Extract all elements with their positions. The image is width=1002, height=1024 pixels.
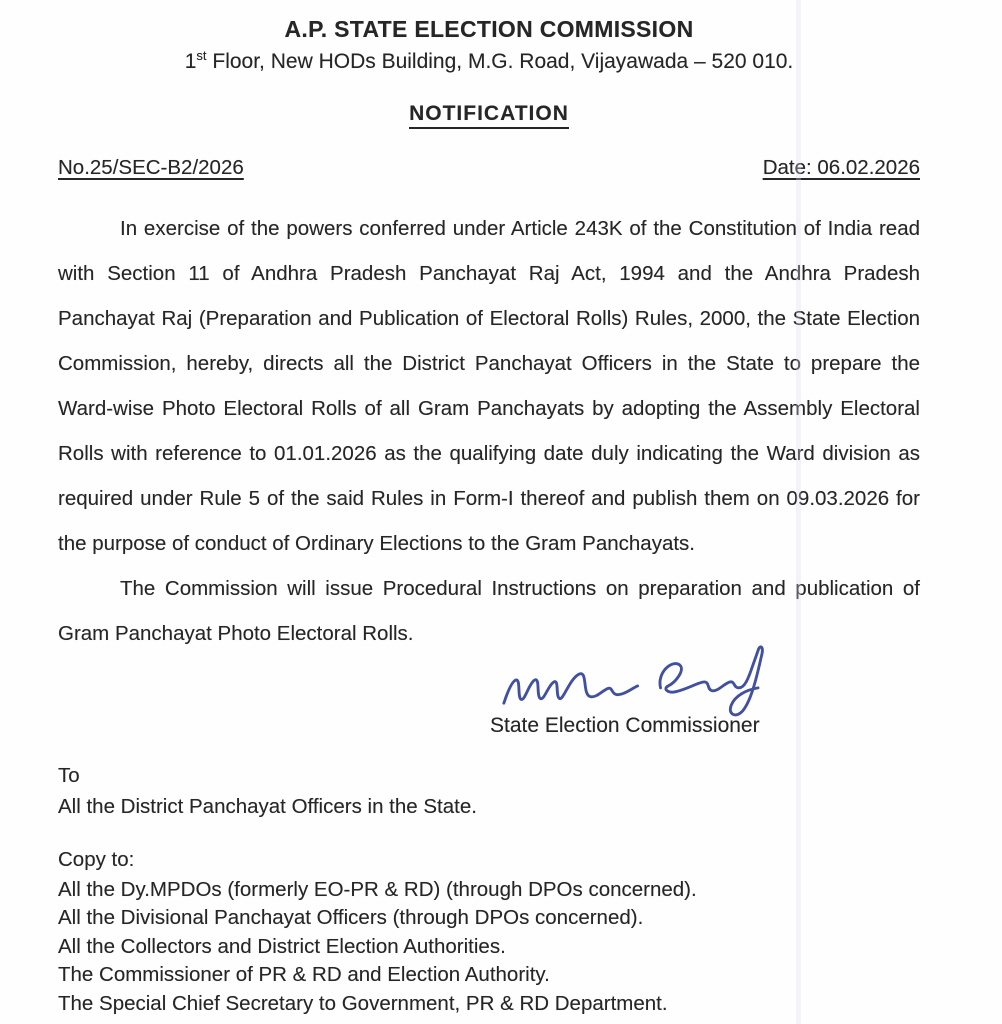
copy-to-item: All the Dy.MPDOs (formerly EO-PR & RD) (through DPOs concerned). [58, 877, 697, 901]
document-title: NOTIFICATION [409, 102, 569, 129]
address-ordinal-suffix: st [196, 48, 207, 63]
signature-stroke-2 [660, 647, 762, 715]
document-date: Date: 06.02.2026 [762, 156, 920, 179]
body-paragraph-1: In exercise of the powers conferred under Article 243K of the Constitution of India read with Section 11 of Andhra Pradesh Panchayat Raj Act, 1994 and the Andhra Pradesh Panchayat Raj (Preparation and Publication of Electoral Rolls) Rules, 2000, the State Election Commission, hereby, directs all the District Panchayat Officers in the State to prepare the Ward-wise Photo Electoral Rolls of all Gram Panchayats by adopting the Assembly Electoral Rolls with reference to 01.01.2026 as the qualifying date duly indicating the Ward division as required under Rule 5 of the said Rules in Form-I thereof and publish them on 09.03.2026 for the purpose of conduct of Ordinary Elections to the Gram Panchayats. [58, 217, 920, 555]
copy-to-item: All the Collectors and District Election Authorities. [58, 934, 506, 958]
to-addressee: All the District Panchayat Officers in the State. [58, 795, 477, 818]
organization-address [58, 48, 920, 74]
address-text: Floor, New HODs Building, M.G. Road, Vijayawada – 520 010. [206, 50, 794, 73]
body-paragraph-2: The Commission will issue Procedural Instructions on preparation and publication of Gram Panchayat Photo Electoral Rolls. [58, 577, 920, 645]
signatory-designation: State Election Commissioner [490, 714, 760, 737]
meta-row [58, 156, 920, 180]
reference-number: No.25/SEC-B2/2026 [58, 156, 244, 179]
copy-to-label: Copy to: [58, 848, 135, 871]
organization-name: A.P. STATE ELECTION COMMISSION [284, 16, 694, 42]
document-title-wrap [58, 102, 920, 129]
copy-to-item: The Special Chief Secretary to Government, PR & RD Department. [58, 991, 668, 1015]
signature-stroke-1 [504, 674, 638, 704]
copy-to-block [58, 846, 920, 1018]
signature-block [490, 642, 820, 738]
to-label: To [58, 764, 80, 787]
addressee-block [58, 760, 920, 822]
address-number: 1 [184, 50, 197, 73]
copy-to-item: The Commissioner of PR & RD and Election Authority. [58, 963, 550, 986]
copy-to-item: All the Divisional Panchayat Officers (through DPOs concerned). [58, 906, 644, 929]
